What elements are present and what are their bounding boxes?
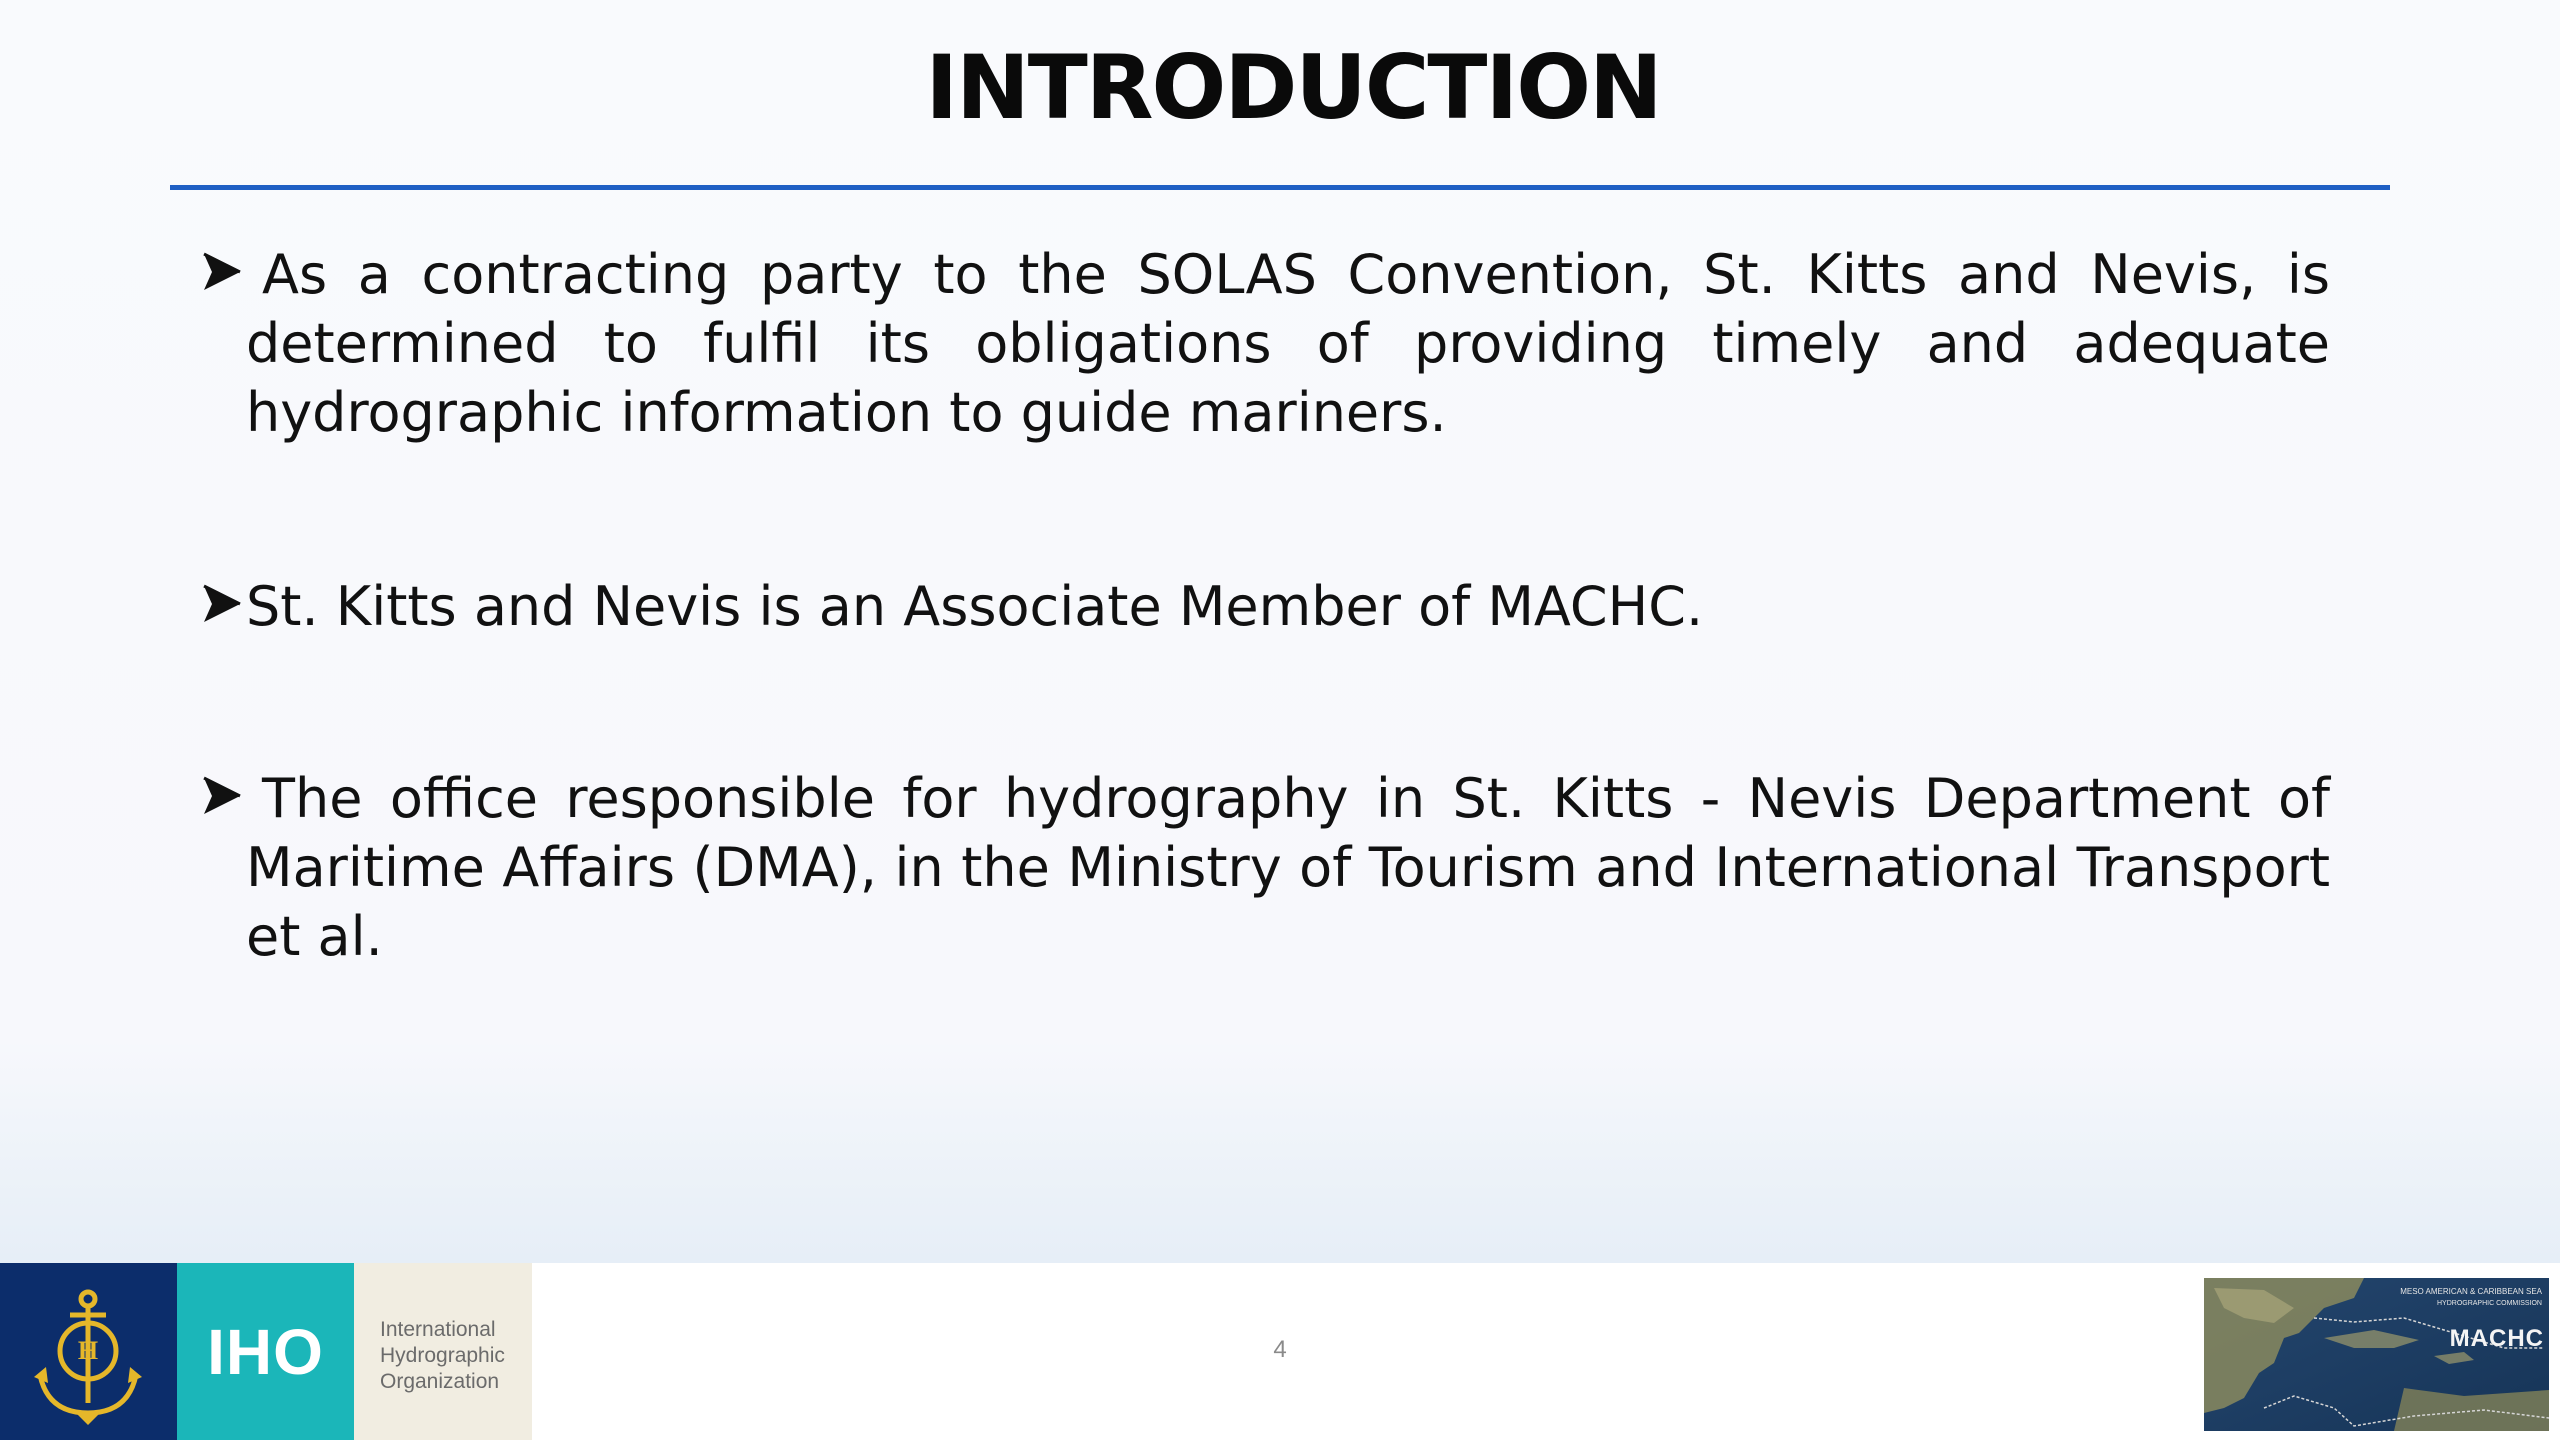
bullet-text: The office responsible for hydrography in St. Kitts - Nevis Department of Maritime Affairs (DMA), in the Ministry of Tourism and International Transport et al. <box>246 767 2330 968</box>
iho-name-line-1: International <box>380 1318 496 1341</box>
iho-anchor-emblem-graphic <box>0 1263 177 1440</box>
machc-map-logo <box>2204 1278 2549 1431</box>
slide-footer <box>0 1263 2560 1440</box>
arrowhead-bullet-icon <box>200 766 244 826</box>
svg-text:H: H <box>77 1336 99 1365</box>
arrowhead-bullet-icon <box>200 574 244 634</box>
bullet-text: St. Kitts and Nevis is an Associate Member of MACHC. <box>246 575 1704 638</box>
iho-anchor-emblem-icon <box>0 1263 177 1440</box>
iho-name-line-2: Hydrographic <box>380 1344 505 1367</box>
page-number: 4 <box>1273 1336 1287 1363</box>
iho-organization-name <box>354 1263 532 1440</box>
bullet-item-machc-membership <box>200 572 2330 641</box>
iho-abbreviation: IHO <box>177 1263 354 1440</box>
bullet-item-hydrography-office <box>200 764 2330 971</box>
iho-name-line-3: Organization <box>380 1370 500 1393</box>
machc-map-graphic <box>2204 1278 2549 1431</box>
machc-subtitle-1: MESO AMERICAN & CARIBBEAN SEA <box>2400 1287 2542 1296</box>
machc-name: MACHC <box>2449 1325 2544 1352</box>
slide-title: INTRODUCTION <box>925 36 1661 139</box>
bullet-item-solas <box>200 240 2330 447</box>
title-divider <box>170 185 2390 190</box>
arrowhead-bullet-icon <box>200 242 244 302</box>
machc-subtitle-2: HYDROGRAPHIC COMMISSION <box>2436 1300 2542 1307</box>
bullet-text: As a contracting party to the SOLAS Convention, St. Kitts and Nevis, is determined to fulfil its obligations of providing timely and adequate hydrographic information to guide mariners. <box>246 243 2330 444</box>
